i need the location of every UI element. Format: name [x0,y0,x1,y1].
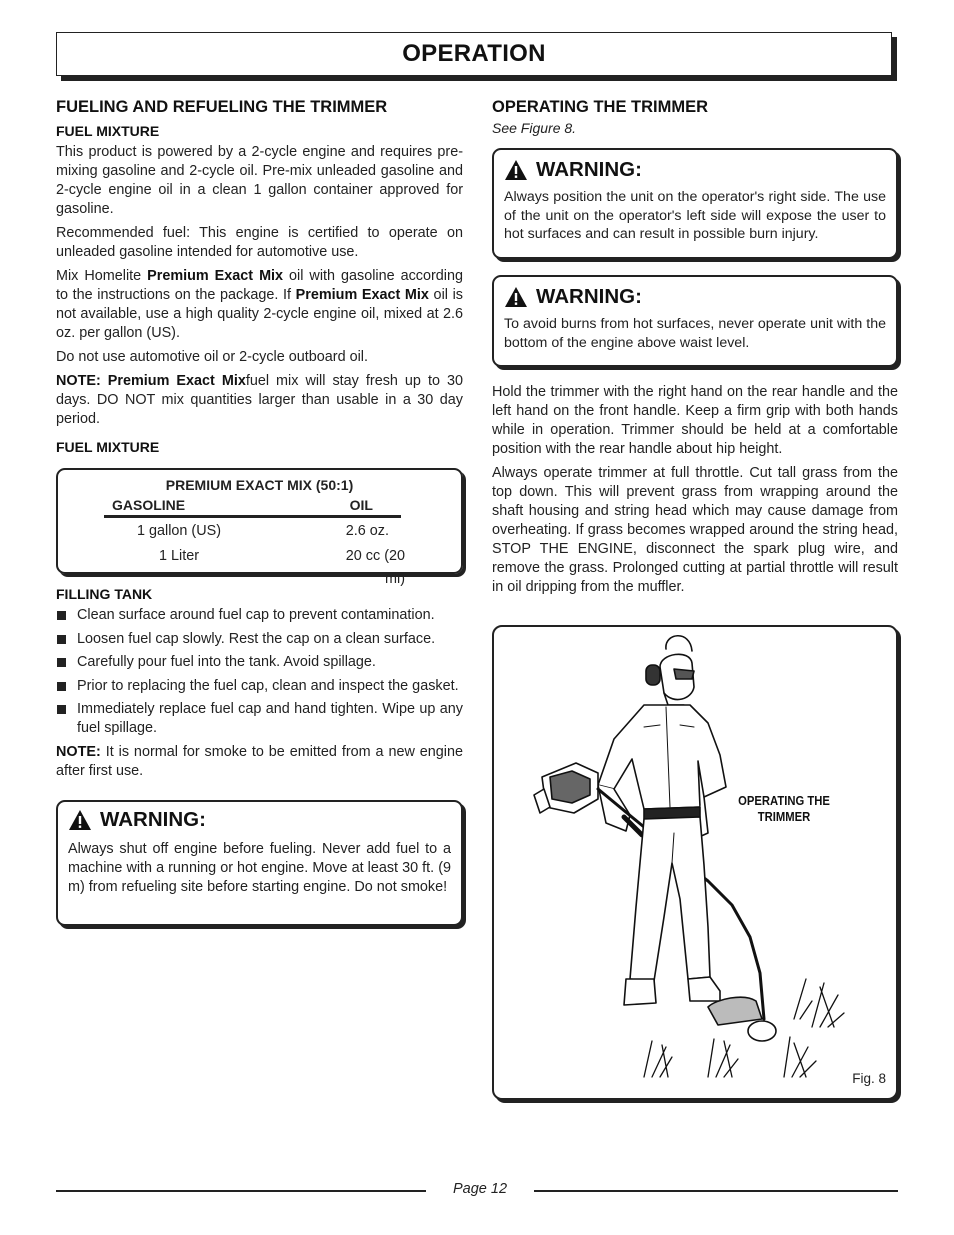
fuel-note: NOTE: Premium Exact Mixfuel mix will stay fresh up to 30 days. DO NOT mix quantities larger than usable in a 30 day period. [56,373,463,427]
warning-text: To avoid burns from hot surfaces, never operate unit with the bottom of the engine above waist level. [504,316,886,351]
operating-paragraph-2: Always operate trimmer at full throttle. Cut tall grass from the top down. This will prevent grass from wrapping around the shaft housing and string head which may cause damage from overheating. If grass becomes wrapped around the string head, STOP THE ENGINE, disconnect the spark plug wire, and remove the grass. Prolonged cutting at partial throttle will result in oil dripping from the muffler. [492,465,898,595]
oil-column-header: OIL [349,497,373,513]
list-item: Carefully pour fuel into the tank. Avoid spillage. [56,653,463,672]
position-warning-box [492,148,898,259]
operator-with-trimmer-illustration [494,627,896,1098]
page-title-box [56,32,892,76]
gasoline-column-header: GASOLINE [112,497,186,513]
list-item: Clean surface around fuel cap to prevent contamination. [56,606,463,625]
page-footer [56,1180,898,1202]
fueling-heading: FUELING AND REFUELING THE TRIMMER [56,98,388,116]
fuel-paragraph-2: Recommended fuel: This engine is certified to operate on unleaded gasoline intended for automotive use. [56,225,463,260]
figure-number: Fig. 8 [852,1071,886,1086]
see-figure-ref: See Figure 8. [492,120,577,136]
figure-8 [492,625,898,1100]
warning-text: Always shut off engine before fueling. Never add fuel to a machine with a running or hot engine. Move at least 30 ft. (9 m) from refueling site before starting engine. Do not smoke! [68,840,451,895]
warning-triangle-icon [504,159,528,181]
bullet-square-icon [57,611,66,620]
fuel-paragraph-4: Do not use automotive oil or 2-cycle outboard oil. [56,349,368,365]
table-row [104,545,405,591]
warning-title: WARNING: [536,158,642,181]
warning-triangle-icon [68,809,92,831]
bullet-square-icon [57,658,66,667]
operating-heading: OPERATING THE TRIMMER [492,98,709,116]
mix-table-title: PREMIUM EXACT MIX (50:1) [165,477,354,493]
page-number: Page 12 [452,1181,508,1197]
warning-title: WARNING: [536,285,642,308]
page-title: OPERATION [402,40,546,67]
operating-paragraph-1: Hold the trimmer with the right hand on the rear handle and the left hand on the front handle. Keep a firm grip with both hands while in operation. Trimmer should be held at a comfortable position with the rear handle about hip height. [492,384,898,457]
list-item: Prior to replacing the fuel cap, clean and inspect the gasket. [56,677,463,696]
fuel-paragraph-3: Mix Homelite Premium Exact Mix oil with gasoline according to the instructions on the package. If Premium Exact Mix oil is not available, use a high quality 2-cycle engine oil, mixed at 2.6 oz. per gallon (US). [56,268,463,341]
fuel-mix-table [56,468,463,587]
fueling-warning-box [56,800,463,926]
warning-text: Always position the unit on the operator's right side. The use of the unit on the operator's left side will expose the user to hot surfaces and can result in possible burn injury. [504,189,886,242]
table-row [104,520,405,543]
bullet-square-icon [57,682,66,691]
gasoline-cell: 1 gallon (US) [137,523,221,539]
bullet-square-icon [57,635,66,644]
oil-cell: 20 cc (20 ml) [345,548,405,587]
fuel-mixture-subheading-2: FUEL MIXTURE [56,439,160,455]
list-item: Immediately replace fuel cap and hand tighten. Wipe up any fuel spillage. [56,700,463,738]
warning-title: WARNING: [100,807,206,831]
list-item: Loosen fuel cap slowly. Rest the cap on a clean surface. [56,630,463,649]
smoke-note: NOTE: It is normal for smoke to be emitted from a new engine after first use. [56,743,463,779]
footer-rule-left [56,1190,426,1192]
footer-rule-right [534,1190,898,1192]
filling-tank-subheading: FILLING TANK [56,586,153,602]
warning-triangle-icon [504,286,528,308]
gasoline-cell: 1 Liter [159,548,199,564]
fuel-mixture-subheading: FUEL MIXTURE [56,123,160,139]
mix-table-header [104,497,401,518]
filling-steps-list [56,606,463,738]
bullet-square-icon [57,705,66,714]
figure-caption: OPERATING THE TRIMMER [738,794,830,824]
right-column [492,98,898,602]
oil-cell: 2.6 oz. [345,523,389,539]
left-column [56,98,463,926]
fuel-paragraph-1: This product is powered by a 2-cycle engine and requires pre-mixing gasoline and 2-cycle oil. Pre-mix unleaded gasoline and 2-cycle engine oil in a clean 1 gallon container approved for gasoline. [56,144,463,217]
burn-warning-box [492,275,898,367]
